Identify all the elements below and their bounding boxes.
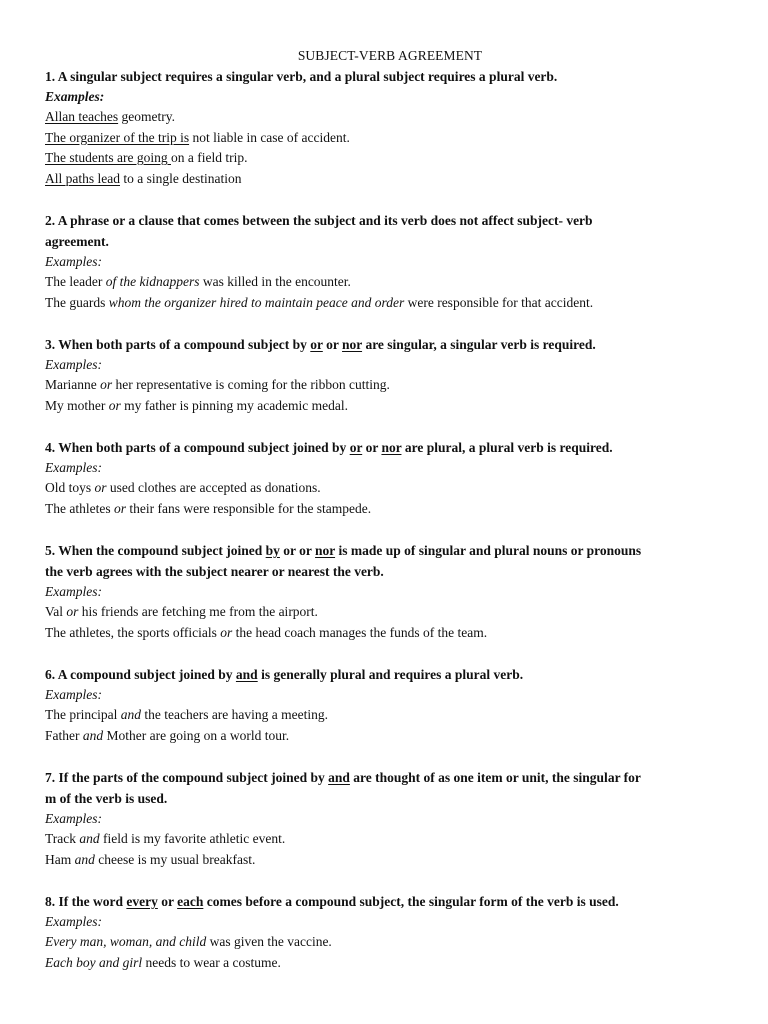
rule-heading-continued: agreement. bbox=[45, 234, 109, 249]
example-line: Every man, woman, and child was given the vaccine. bbox=[45, 934, 332, 949]
example-line: Father and Mother are going on a world tour. bbox=[45, 727, 290, 743]
example-line: The students are going on a field trip. bbox=[45, 150, 248, 165]
example-line: All paths lead to a single destination bbox=[45, 170, 242, 186]
rule-heading: 1. A singular subject requires a singular verb, and a plural subject requires a plural verb. bbox=[45, 69, 558, 84]
rule-heading: 2. A phrase or a clause that comes between the subject and its verb does not affect subject- verb bbox=[45, 213, 593, 228]
document-page bbox=[45, 46, 735, 973]
example-line: Val or his friends are fetching me from the airport. bbox=[45, 604, 318, 619]
example-line: The leader of the kidnappers was killed in the encounter. bbox=[45, 274, 351, 289]
rule-7 bbox=[45, 767, 735, 870]
page-title: SUBJECT-VERB AGREEMENT bbox=[297, 48, 483, 63]
examples-label: Examples: bbox=[45, 460, 102, 475]
example-line: The principal and the teachers are having a meeting. bbox=[45, 707, 329, 722]
example-line: Track and field is my favorite athletic event. bbox=[45, 831, 286, 846]
rule-heading: 4. When both parts of a compound subject joined by or or nor are plural, a plural verb is required. bbox=[45, 440, 613, 455]
examples-label: Examples: bbox=[45, 89, 105, 104]
rule-heading: 3. When both parts of a compound subject by or or nor are singular, a singular verb is required. bbox=[45, 337, 596, 352]
examples-label: Examples: bbox=[45, 584, 102, 599]
rule-heading: 5. When the compound subject joined by or or nor is made up of singular and plural nouns or pronouns bbox=[45, 543, 642, 558]
example-line: The athletes or their fans were responsible for the stampede. bbox=[45, 500, 372, 516]
rule-heading: 6. A compound subject joined by and is generally plural and requires a plural verb. bbox=[45, 667, 524, 682]
example-line: The guards whom the organizer hired to maintain peace and order were responsible for that accident. bbox=[45, 294, 594, 310]
rule-3 bbox=[45, 334, 735, 416]
example-line: The athletes, the sports officials or the head coach manages the funds of the team. bbox=[45, 624, 488, 640]
example-line: Ham and cheese is my usual breakfast. bbox=[45, 851, 256, 867]
example-line: Marianne or her representative is coming for the ribbon cutting. bbox=[45, 377, 390, 392]
examples-label: Examples: bbox=[45, 254, 102, 269]
rule-6 bbox=[45, 664, 735, 746]
example-line: Each boy and girl needs to wear a costume. bbox=[45, 954, 281, 970]
examples-label: Examples: bbox=[45, 914, 102, 929]
examples-label: Examples: bbox=[45, 811, 102, 826]
examples-label: Examples: bbox=[45, 687, 102, 702]
rule-heading: 8. If the word every or each comes before a compound subject, the singular form of the verb is used. bbox=[45, 894, 619, 909]
rule-5 bbox=[45, 540, 735, 643]
example-line: The organizer of the trip is not liable in case of accident. bbox=[45, 129, 350, 145]
rule-4 bbox=[45, 437, 735, 519]
rule-1 bbox=[45, 66, 735, 189]
examples-label: Examples: bbox=[45, 357, 102, 372]
rule-2 bbox=[45, 210, 735, 313]
example-line: Allan teaches geometry. bbox=[45, 109, 175, 124]
rule-heading-continued: the verb agrees with the subject nearer or nearest the verb. bbox=[45, 564, 384, 579]
example-line: Old toys or used clothes are accepted as donations. bbox=[45, 480, 321, 495]
rule-heading: 7. If the parts of the compound subject joined by and are thought of as one item or unit, the singular for bbox=[45, 770, 641, 785]
rule-8 bbox=[45, 891, 735, 973]
example-line: My mother or my father is pinning my academic medal. bbox=[45, 397, 348, 413]
rule-heading-continued: m of the verb is used. bbox=[45, 791, 168, 806]
